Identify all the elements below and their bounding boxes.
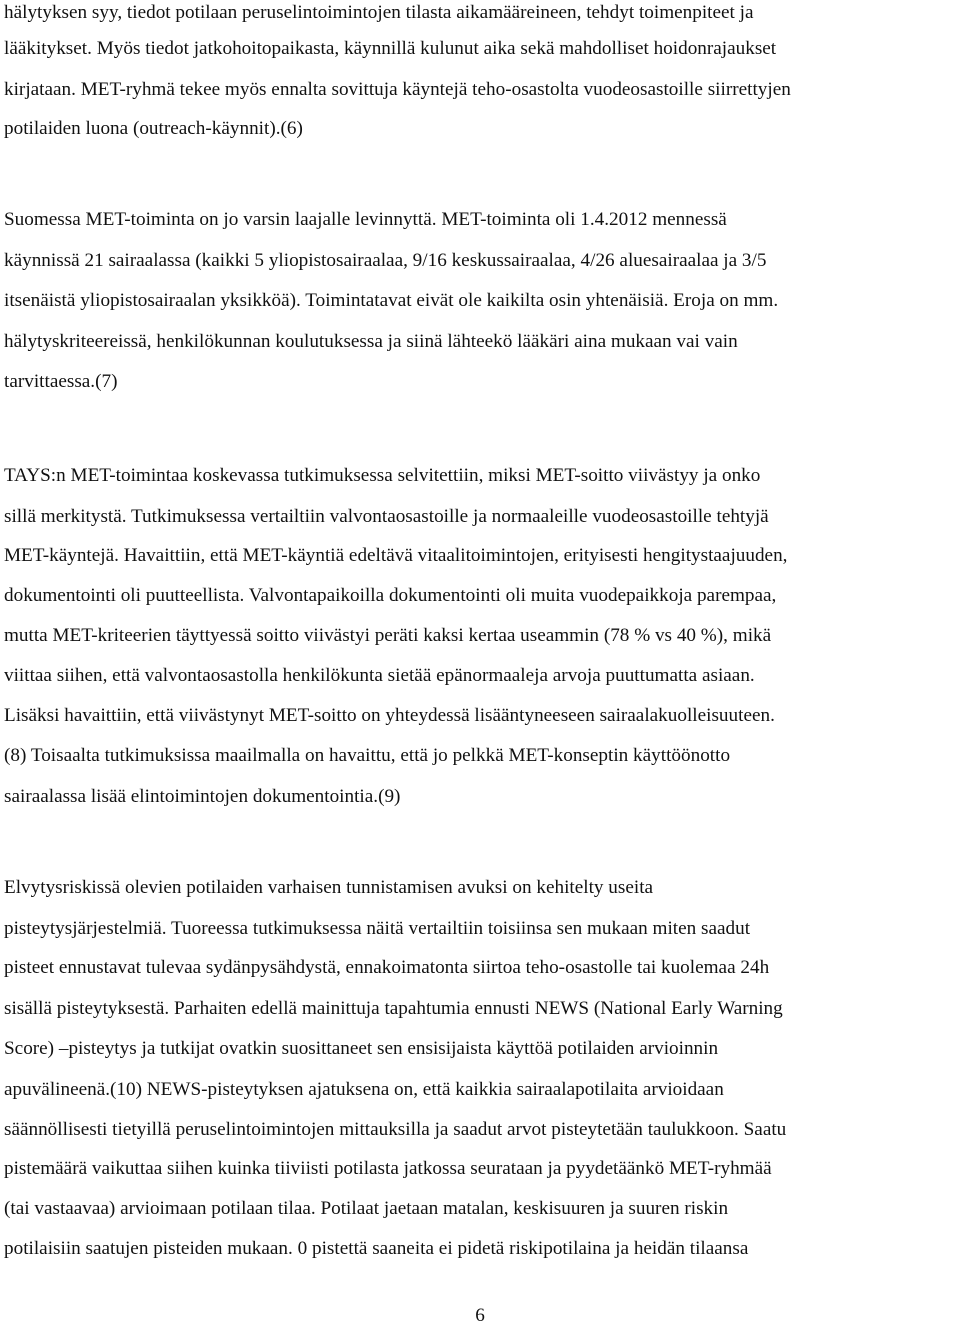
text-line: apuvälineenä.(10) NEWS-pisteytyksen ajatuksena on, että kaikkia sairaalapotilaita arvioidaan (4, 1079, 724, 1100)
text-line: Lisäksi havaittiin, että viivästynyt MET-soitto on yhteydessä lisääntyneeseen sairaalakuolleisuuteen. (4, 705, 775, 726)
document-page (4, 0, 956, 1325)
page-number: 6 (475, 1305, 485, 1326)
text-line: sillä merkitystä. Tutkimuksessa vertailtiin valvontaosastoille ja normaaleille vuodeosastoille tehtyjä (4, 506, 769, 527)
text-line: säännöllisesti tietyillä peruselintoimintojen mittauksilla ja saadut arvot pisteytetään taulukkoon. Saatu (4, 1119, 787, 1140)
text-line: dokumentointi oli puutteellista. Valvontapaikoilla dokumentointi oli muita vuodepaikkoja parempaa, (4, 585, 777, 606)
text-line: pisteytysjärjestelmiä. Tuoreessa tutkimuksessa näitä vertailtiin toisiinsa sen mukaan miten saadut (4, 918, 751, 939)
text-line: potilaisiin saatujen pisteiden mukaan. 0 pistettä saaneita ei pidetä riskipotilaina ja heidän tilaansa (4, 1238, 749, 1259)
text-line: itsenäistä yliopistosairaalan yksikköä). Toimintatavat eivät ole kaikilta osin yhtenäisiä. Eroja on mm. (4, 290, 779, 311)
text-line: sairaalassa lisää elintoimintojen dokumentointia.(9) (4, 786, 401, 807)
text-line: Elvytysriskissä olevien potilaiden varhaisen tunnistamisen avuksi on kehitelty useita (4, 877, 654, 898)
text-line: MET-käyntejä. Havaittiin, että MET-käyntiä edeltävä vitaalitoimintojen, erityisesti hengitystaajuuden, (4, 545, 788, 566)
text-line: mutta MET-kriteerien täyttyessä soitto viivästyi peräti kaksi kertaa useammin (78 % vs 40 %), mikä (4, 625, 772, 646)
text-line: hälytyskriteereissä, henkilökunnan koulutuksessa ja siinä lähteekö lääkäri aina mukaan vai vain (4, 331, 738, 352)
text-line: lääkitykset. Myös tiedot jatkohoitopaikasta, käynnillä kulunut aika sekä mahdolliset hoidonrajaukset (4, 38, 777, 59)
text-line: käynnissä 21 sairaalassa (kaikki 5 yliopistosairaalaa, 9/16 keskussairaalaa, 4/26 aluesairaalaa ja 3/5 (4, 250, 767, 271)
text-line: pistemäärä vaikuttaa siihen kuinka tiiviisti potilasta jatkossa seurataan ja pyydetäänkö MET-ryhmää (4, 1158, 772, 1179)
text-line: (8) Toisaalta tutkimuksissa maailmalla on havaittu, että jo pelkkä MET-konseptin käyttöönotto (4, 745, 731, 766)
text-line: Score) –pisteytys ja tutkijat ovatkin suosittaneet sen ensisijaista käyttöä potilaiden arvioinnin (4, 1038, 719, 1059)
text-line: hälytyksen syy, tiedot potilaan peruselintoimintojen tilasta aikamääreineen, tehdyt toimenpiteet ja (4, 2, 754, 23)
text-line: Suomessa MET-toiminta on jo varsin laajalle levinnyttä. MET-toiminta oli 1.4.2012 mennessä (4, 209, 727, 230)
text-line: (tai vastaavaa) arvioimaan potilaan tilaa. Potilaat jaetaan matalan, keskisuuren ja suuren riskin (4, 1198, 729, 1219)
text-line: TAYS:n MET-toimintaa koskevassa tutkimuksessa selvitettiin, miksi MET-soitto viivästyy ja onko (4, 465, 761, 486)
text-line: sisällä pisteytyksestä. Parhaiten edellä mainittuja tapahtumia ennusti NEWS (National Early Warning (4, 998, 783, 1019)
text-line: viittaa siihen, että valvontaosastolla henkilökunta sietää epänormaaleja arvoja puuttumatta asiaan. (4, 665, 755, 686)
text-line: tarvittaessa.(7) (4, 371, 118, 392)
text-line: kirjataan. MET-ryhmä tekee myös ennalta sovittuja käyntejä teho-osastolta vuodeosastoille siirrettyjen (4, 79, 791, 100)
text-line: pisteet ennustavat tulevaa sydänpysähdystä, ennakoimatonta siirtoa teho-osastolle tai kuolemaa 24h (4, 957, 770, 978)
text-line: potilaiden luona (outreach-käynnit).(6) (4, 118, 303, 139)
